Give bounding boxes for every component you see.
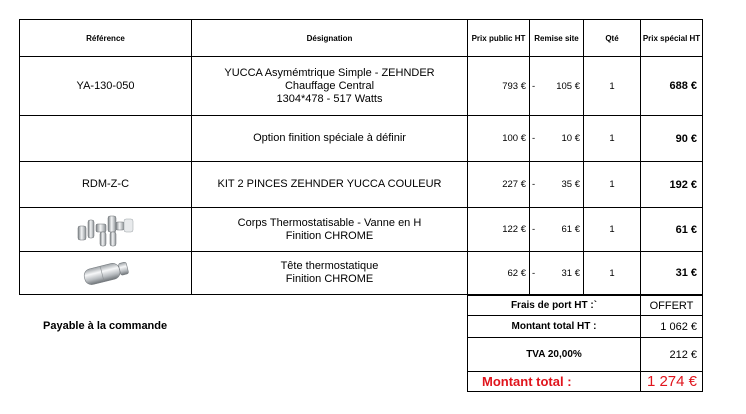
header-qte: Qté (584, 20, 641, 57)
row-remise (530, 57, 584, 116)
designation-line: YUCCA Asymémtrique Simple - ZEHNDER (224, 66, 435, 79)
totals-row (468, 338, 703, 372)
remise-value: 105 € (556, 80, 580, 92)
row-remise (530, 208, 584, 252)
table-header-row (20, 20, 703, 57)
remise-value: 10 € (561, 133, 580, 144)
row-reference (20, 252, 192, 295)
row-reference: RDM-Z-C (20, 162, 192, 208)
row-qte: 1 (584, 208, 641, 252)
totals-table (467, 295, 703, 392)
row-qte: 1 (584, 116, 641, 162)
remise-sign: - (532, 133, 536, 144)
row-prix-special: 31 € (641, 252, 703, 295)
row-prix-public: 100 € (468, 116, 530, 162)
row-qte: 1 (584, 57, 641, 116)
remise-sign: - (532, 80, 536, 92)
designation-line: Chauffage Central (284, 79, 375, 92)
designation-line: Tête thermostatique (280, 260, 379, 272)
totals-row (468, 296, 703, 316)
grand-total-label: Montant total : (468, 372, 641, 392)
row-prix-special: 688 € (641, 57, 703, 116)
row-remise (530, 252, 584, 295)
total-ht-value: 1 062 € (641, 316, 703, 338)
designation-line: Finition CHROME (285, 273, 374, 285)
row-prix-special: 90 € (641, 116, 703, 162)
tva-label: TVA 20,00% (468, 338, 641, 372)
remise-value: 35 € (561, 179, 580, 190)
header-reference: Référence (20, 20, 192, 57)
header-designation: Désignation (192, 20, 468, 57)
row-designation (192, 252, 468, 295)
remise-sign: - (532, 224, 536, 235)
table-row (20, 57, 703, 116)
shipping-label: Frais de port HT :` (468, 296, 641, 316)
row-prix-public: 62 € (468, 252, 530, 295)
thermostatic-head-image (76, 258, 136, 288)
header-prix-public: Prix public HT (468, 20, 530, 57)
row-prix-public: 793 € (468, 57, 530, 116)
header-remise: Remise site (530, 20, 584, 57)
row-reference: YA-130-050 (20, 57, 192, 116)
designation-line: 1304*478 - 517 Watts (276, 92, 383, 105)
row-designation (192, 116, 468, 162)
thermostatic-valves-image (74, 210, 138, 250)
totals-row (468, 316, 703, 338)
totals-row (468, 372, 703, 392)
quote-table (19, 19, 703, 295)
tva-value: 212 € (641, 338, 703, 372)
row-prix-special: 192 € (641, 162, 703, 208)
designation-line: KIT 2 PINCES ZEHNDER YUCCA COULEUR (217, 178, 442, 190)
row-qte: 1 (584, 162, 641, 208)
designation-line: Corps Thermostatisable - Vanne en H (237, 216, 422, 229)
row-prix-public: 227 € (468, 162, 530, 208)
remise-sign: - (532, 267, 536, 279)
table-row (20, 162, 703, 208)
table-row (20, 116, 703, 162)
shipping-value: OFFERT (641, 296, 703, 316)
grand-total-value: 1 274 € (641, 372, 703, 392)
remise-value: 61 € (561, 224, 580, 235)
row-prix-public: 122 € (468, 208, 530, 252)
row-reference (20, 116, 192, 162)
row-reference (20, 208, 192, 252)
table-row (20, 208, 703, 252)
row-designation (192, 208, 468, 252)
designation-line: Option finition spéciale à définir (253, 132, 406, 144)
remise-sign: - (532, 179, 536, 190)
row-designation (192, 57, 468, 116)
row-qte: 1 (584, 252, 641, 295)
header-prix-special: Prix spécial HT (641, 20, 703, 57)
payment-terms-note: Payable à la commande (43, 320, 168, 332)
total-ht-label: Montant total HT : (468, 316, 641, 338)
row-designation (192, 162, 468, 208)
row-remise (530, 116, 584, 162)
row-remise (530, 162, 584, 208)
table-row (20, 252, 703, 295)
remise-value: 31 € (561, 267, 580, 279)
row-prix-special: 61 € (641, 208, 703, 252)
designation-line: Finition CHROME (285, 229, 374, 242)
